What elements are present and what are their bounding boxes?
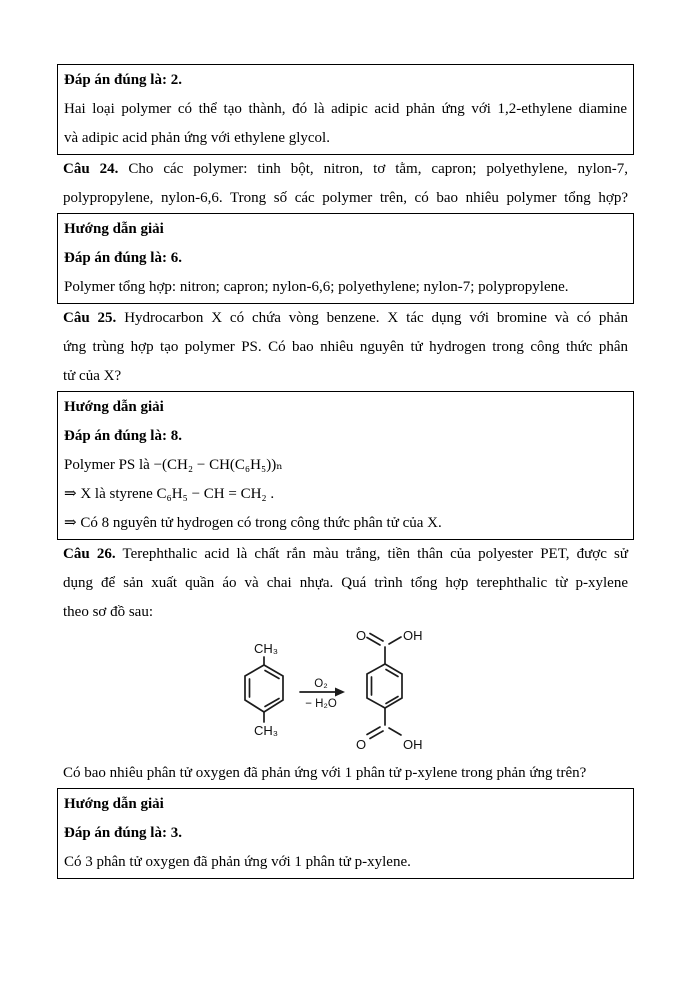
question-24-line1 <box>57 155 634 184</box>
question-24-number: Câu 24. <box>63 161 119 177</box>
question-26-line1 <box>57 540 634 569</box>
answer-line: Đáp án đúng là: 3. <box>64 825 182 841</box>
question-26-final-line: Có bao nhiêu phân tử oxygen đã phản ứng với 1 phân tử p-xylene trong phản ứng trên? <box>63 765 587 781</box>
styrene-formula-line: ⇒ X là styrene C₆H₅ − CH = CH₂ . <box>64 486 275 502</box>
solution-heading: Hướng dẫn giải <box>64 221 164 237</box>
question-24-line2: polypropylene, nylon-6,6. Trong số các polymer trên, có bao nhiêu polymer tổng hợp? <box>63 190 628 206</box>
reaction-arrow <box>300 678 345 710</box>
arrowhead <box>335 688 345 697</box>
answer-line: Đáp án đúng là: 2. <box>64 72 182 88</box>
question-25-line1 <box>57 304 634 333</box>
byproduct-label: − H₂O <box>305 698 337 710</box>
reaction-scheme-svg <box>227 627 439 759</box>
carbonyl-oxygen-bottom-label: O <box>355 737 367 752</box>
solution-box-26 <box>57 788 634 879</box>
p-xylene-structure <box>245 641 283 738</box>
solution-box-23 <box>57 64 634 155</box>
question-25-line2: ứng trùng hợp tạo polymer PS. Có bao nhiêu nguyên tử hydrogen trong công thức phân <box>63 339 628 355</box>
terephthalic-acid-structure <box>356 628 423 752</box>
polymer-formula-line: Polymer PS là −(CH₂ − CH(C₆H₅))ₙ <box>64 457 283 473</box>
question-text: Terephthalic acid là chất rắn màu trắng, tiền thân của polyester PET, được sử <box>115 546 628 562</box>
solution-text-line: Hai loại polymer có thể tạo thành, đó là adipic acid phản ứng với 1,2-ethylene diamine <box>64 101 627 117</box>
solution-box-25 <box>57 391 634 540</box>
answer-line: Đáp án đúng là: 6. <box>64 250 182 266</box>
hydroxyl-bottom-label: OH <box>403 737 423 752</box>
methyl-top-label: CH₃ <box>253 641 279 656</box>
question-26-line3: theo sơ đồ sau: <box>63 604 154 620</box>
answer-line: Đáp án đúng là: 8. <box>64 428 182 444</box>
question-26-line2: dụng để sản xuất quần áo và chai nhựa. Quá trình tổng hợp terephthalic từ p-xylene <box>63 575 628 591</box>
solution-heading: Hướng dẫn giải <box>64 796 164 812</box>
carbonyl-oxygen-top-label: O <box>355 628 367 643</box>
hydroxyl-top-label: OH <box>403 628 423 643</box>
solution-text-line: Có 3 phân tử oxygen đã phản ứng với 1 phân tử p-xylene. <box>64 854 411 870</box>
document-content <box>57 64 634 879</box>
solution-text-line: Polymer tổng hợp: nitron; capron; nylon-6,6; polyethylene; nylon-7; polypropylene. <box>64 279 569 295</box>
solution-heading: Hướng dẫn giải <box>64 399 164 415</box>
solution-box-24 <box>57 213 634 304</box>
solution-text-line: và adipic acid phản ứng với ethylene glycol. <box>64 130 330 146</box>
solution-text-line: ⇒ Có 8 nguyên tử hydrogen có trong công thức phân tử của X. <box>64 515 442 531</box>
methyl-bottom-label: CH₃ <box>253 723 279 738</box>
question-text: Hydrocarbon X có chứa vòng benzene. X tác dụng với bromine và có phản <box>116 310 628 326</box>
question-26-number: Câu 26. <box>63 546 116 562</box>
oxidant-label: O₂ <box>314 678 328 690</box>
question-25-line3: tử của X? <box>63 368 122 384</box>
question-text: Cho các polymer: tinh bột, nitron, tơ tằm, capron; polyethylene, nylon-7, <box>118 161 628 177</box>
reaction-scheme-diagram <box>57 627 634 759</box>
question-25-number: Câu 25. <box>63 310 117 326</box>
